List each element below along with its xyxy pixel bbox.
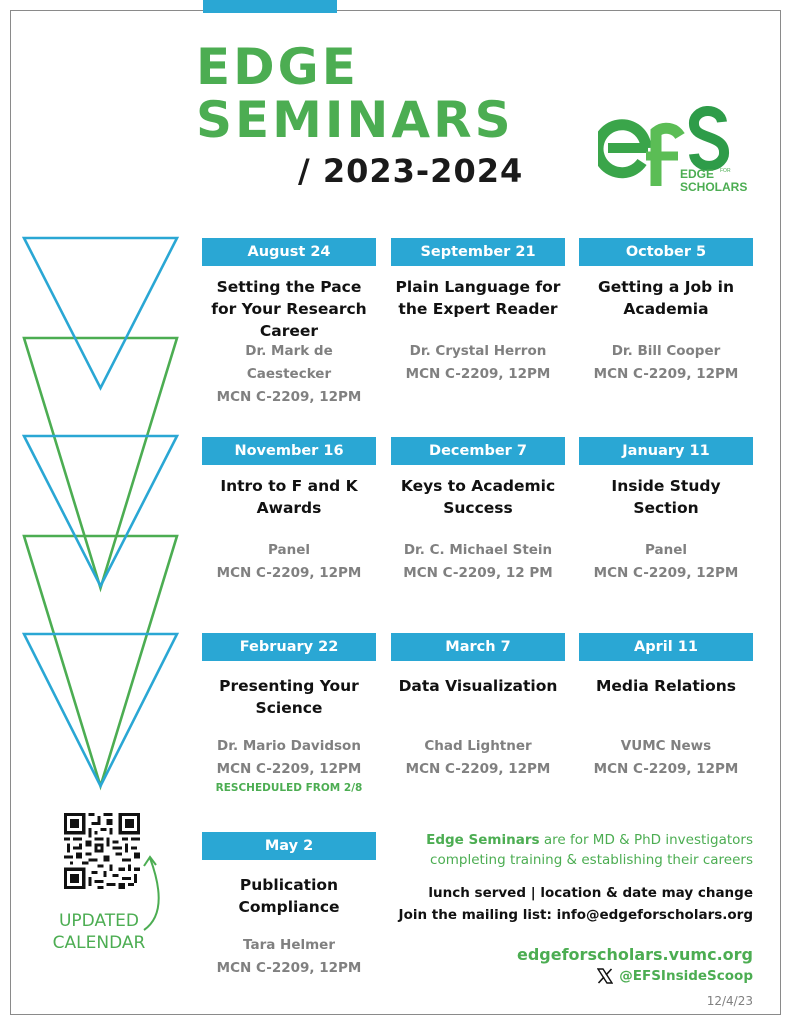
lunch-note: lunch served | location & date may change	[428, 885, 753, 901]
seminar-title: Setting the Pace for Your Research Career	[211, 278, 367, 340]
reschedule-note: RESCHEDULED FROM 2/8	[215, 782, 363, 794]
seminar-date: November 16	[202, 437, 376, 465]
seminar-card	[391, 633, 565, 781]
seminar-date: October 5	[579, 238, 753, 266]
seminar-title: Publication Compliance	[238, 876, 340, 916]
seminar-location: MCN C-2209, 12PM	[216, 565, 362, 581]
seminar-location: MCN C-2209, 12 PM	[403, 565, 553, 581]
twitter-handle-text: @EFSInsideScoop	[619, 968, 753, 984]
seminar-speaker: VUMC News	[620, 738, 712, 754]
seminar-card	[579, 633, 753, 781]
updated-calendar-label: UPDATED CALENDAR	[52, 911, 146, 953]
revision-date: 12/4/23	[706, 994, 753, 1008]
seminar-date: January 11	[579, 437, 753, 465]
seminar-title: Keys to Academic Success	[400, 477, 556, 517]
audience-line1: are for MD & PhD investigators	[539, 832, 753, 848]
edge-seminars-lead: Edge Seminars	[426, 832, 540, 848]
green-triangle-2	[24, 536, 177, 786]
seminar-title: Media Relations	[595, 677, 737, 695]
seminar-speaker: Panel	[644, 542, 688, 558]
seminar-title: Data Visualization	[398, 677, 558, 695]
seminar-location: MCN C-2209, 12PM	[216, 761, 362, 777]
seminar-location: MCN C-2209, 12PM	[593, 565, 739, 581]
seminar-speaker: Panel	[267, 542, 311, 558]
seminar-speaker: Dr. Mark de Caestecker	[245, 343, 333, 382]
seminar-speaker: Dr. C. Michael Stein	[403, 542, 553, 558]
seminar-location: MCN C-2209, 12PM	[216, 960, 362, 976]
seminar-date: March 7	[391, 633, 565, 661]
seminar-card	[202, 633, 376, 795]
seminar-card	[202, 832, 376, 980]
logo-scholars-text: SCHOLARS	[680, 180, 748, 194]
blue-triangle-3	[24, 634, 177, 786]
seminar-location: MCN C-2209, 12PM	[405, 761, 551, 777]
blue-triangle-2	[24, 436, 177, 586]
seminar-location: MCN C-2209, 12PM	[593, 761, 739, 777]
seminar-card	[391, 238, 565, 386]
seminar-speaker: Dr. Mario Davidson	[217, 738, 361, 754]
seminar-title: Getting a Job in Academia	[597, 278, 734, 318]
seminar-card	[202, 437, 376, 585]
twitter-handle[interactable]	[597, 968, 753, 984]
seminar-date: September 21	[391, 238, 565, 266]
seminar-card	[391, 437, 565, 585]
seminar-date: May 2	[202, 832, 376, 860]
seminar-date: August 24	[202, 238, 376, 266]
event-details	[399, 882, 753, 926]
logo-edge-text: EDGE	[680, 167, 715, 181]
green-triangle-1	[24, 338, 177, 588]
x-logo-icon	[597, 968, 613, 984]
title-line2: SEMINARS	[196, 91, 514, 149]
seminar-location: MCN C-2209, 12PM	[216, 389, 362, 405]
seminar-date: December 7	[391, 437, 565, 465]
seminar-date: February 22	[202, 633, 376, 661]
edge-for-scholars-logo	[598, 102, 758, 194]
seminar-title: Intro to F and K Awards	[220, 477, 358, 517]
academic-year: / 2023-2024	[298, 152, 524, 190]
seminar-date: April 11	[579, 633, 753, 661]
website-link[interactable]: edgeforscholars.vumc.org	[516, 945, 753, 964]
qr-code[interactable]	[64, 813, 140, 889]
seminar-title: Inside Study Section	[611, 477, 721, 517]
audience-statement	[426, 830, 753, 870]
seminar-speaker: Chad Lightner	[424, 738, 532, 754]
seminar-speaker: Dr. Crystal Herron	[409, 343, 547, 359]
top-accent-bar	[203, 0, 337, 13]
blue-triangle-1	[24, 238, 177, 388]
seminar-card	[579, 437, 753, 585]
mailing-list[interactable]: Join the mailing list: info@edgeforscholars.org	[398, 907, 753, 923]
seminar-speaker: Tara Helmer	[242, 937, 335, 953]
title-line1: EDGE	[196, 38, 359, 96]
triangle-graphic	[22, 230, 184, 796]
logo-for-text: FOR	[720, 168, 731, 174]
seminar-card	[202, 238, 376, 409]
seminar-title: Plain Language for the Expert Reader	[395, 278, 561, 318]
seminar-location: MCN C-2209, 12PM	[405, 366, 551, 382]
audience-line2: completing training & establishing their careers	[430, 852, 753, 868]
seminar-title: Presenting Your Science	[219, 677, 359, 717]
seminar-speaker: Dr. Bill Cooper	[611, 343, 721, 359]
seminar-location: MCN C-2209, 12PM	[593, 366, 739, 382]
seminar-card	[579, 238, 753, 386]
